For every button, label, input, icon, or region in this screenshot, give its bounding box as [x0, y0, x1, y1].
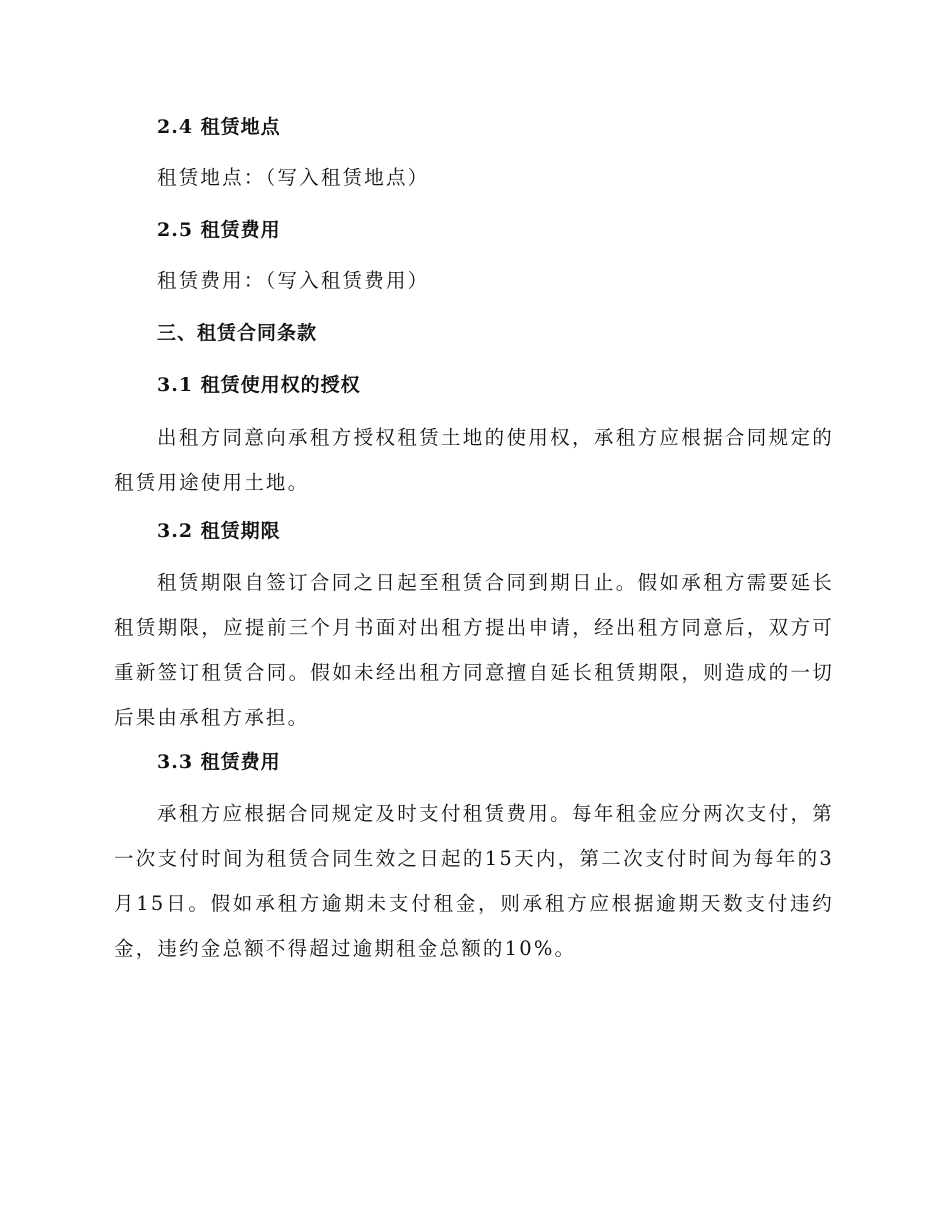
heading-3-2-term: 3.2 租赁期限	[157, 520, 281, 542]
paragraph-3-1-authorization: 出租方同意向承租方授权租赁土地的使用权，承租方应根据合同规定的租赁用途使用土地。	[114, 426, 834, 494]
paragraph-3-3-fee: 承租方应根据合同规定及时支付租赁费用。每年租金应分两次支付，第一次支付时间为租赁合同生效之日起的15天内，第二次支付时间为每年的3月15日。假如承租方逾期未支付租金，则承租方应根据逾期天数支付违约金，违约金总额不得超过逾期租金总额的10%。	[114, 802, 834, 960]
heading-3-1-authorization: 3.1 租赁使用权的授权	[157, 374, 361, 396]
paragraph-2-4-location: 租赁地点：（写入租赁地点）	[157, 166, 430, 189]
heading-3-3-fee: 3.3 租赁费用	[157, 751, 281, 773]
paragraph-2-5-fee: 租赁费用：（写入租赁费用）	[157, 269, 430, 292]
heading-2-5-fee: 2.5 租赁费用	[157, 219, 281, 241]
paragraph-3-2-term: 租赁期限自签订合同之日起至租赁合同到期日止。假如承租方需要延长租赁期限，应提前三个月书面对出租方提出申请，经出租方同意后，双方可重新签订租赁合同。假如未经出租方同意擅自延长租赁期限，则造成的一切后果由承租方承担。	[114, 571, 834, 729]
heading-2-4-location: 2.4 租赁地点	[157, 116, 281, 138]
heading-section-3-terms: 三、租赁合同条款	[157, 322, 318, 344]
